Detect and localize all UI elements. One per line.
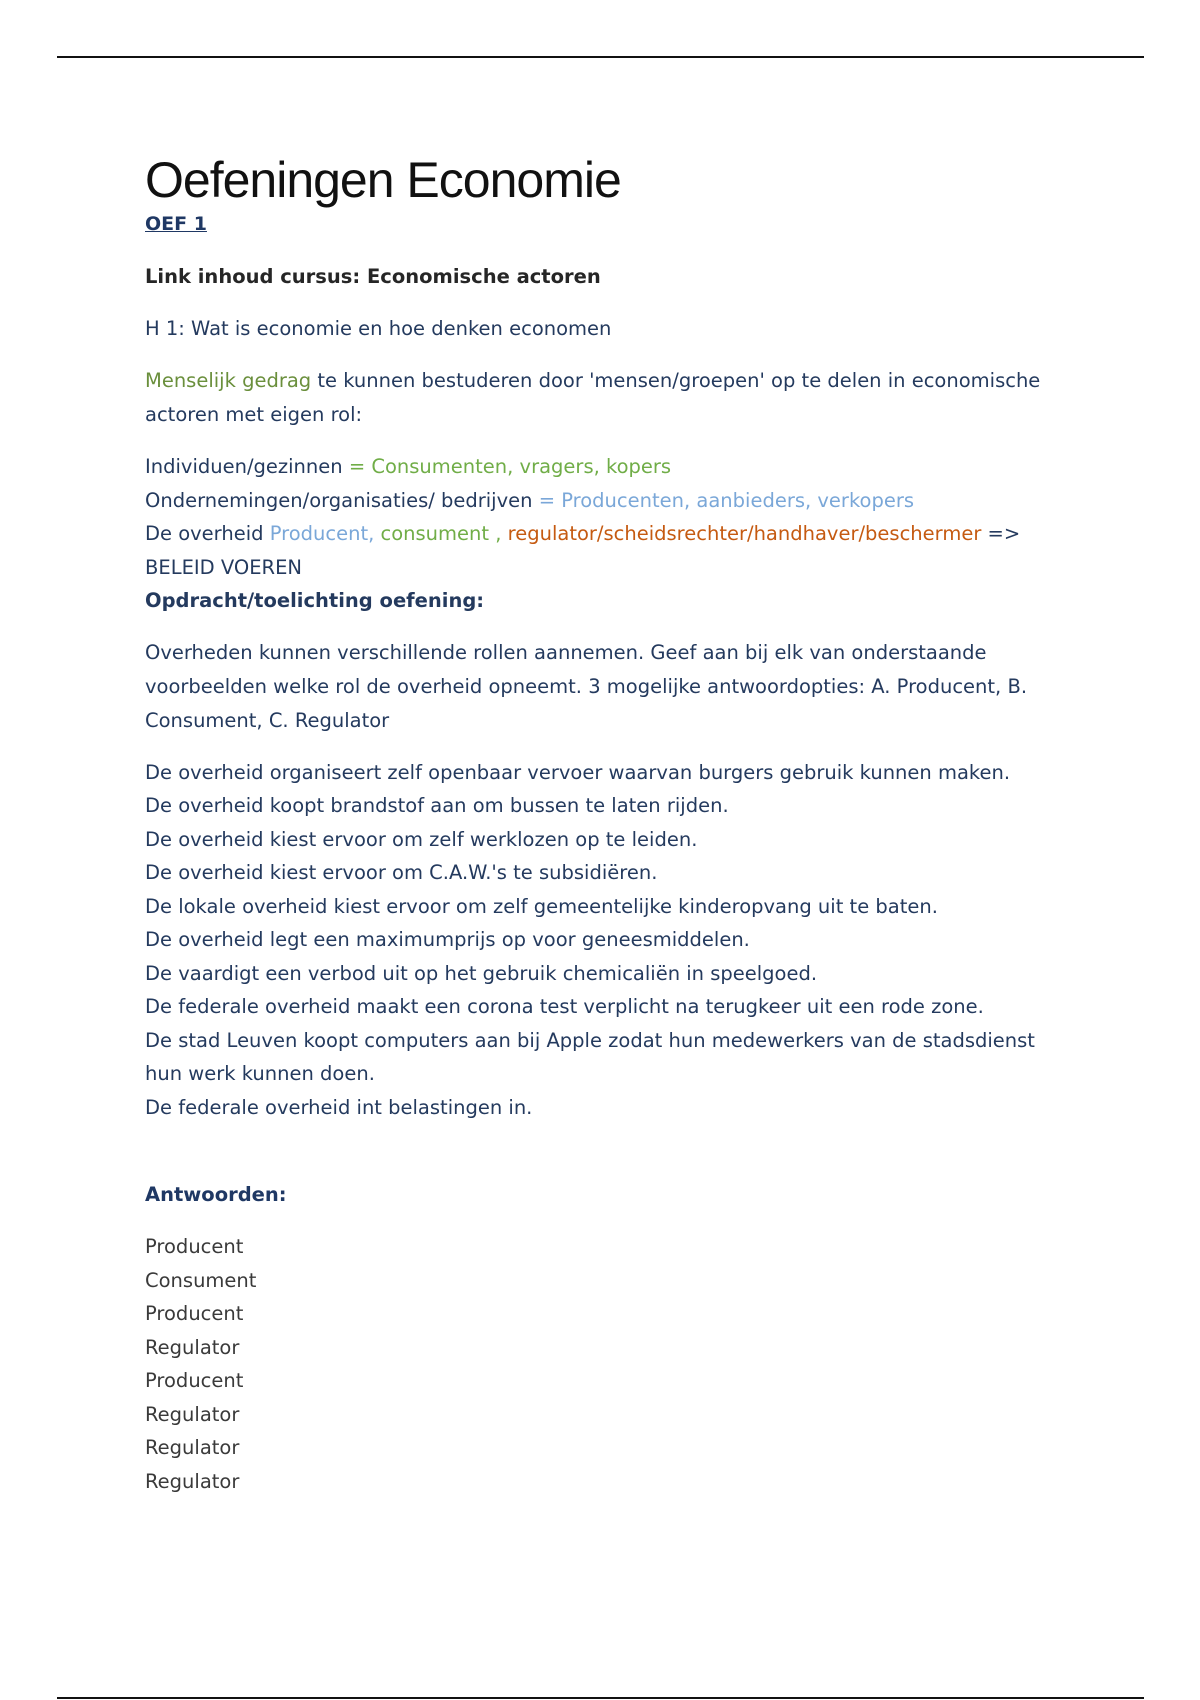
intro-rest: te kunnen bestuderen door 'mensen/groepen' op te delen in economische xyxy=(311,369,1041,392)
list-item: De lokale overheid kiest ervoor om zelf gemeentelijke kinderopvang uit te baten. xyxy=(145,894,938,918)
list-item: De stad Leuven koopt computers aan bij Apple zodat hun medewerkers van de stadsdienst xyxy=(145,1028,1035,1052)
actor-companies: Ondernemingen/organisaties/ bedrijven = Producenten, aanbieders, verkopers xyxy=(145,488,915,512)
answers-heading: Antwoorden: xyxy=(145,1183,287,1206)
government-arrow: => xyxy=(981,522,1021,545)
answer-item: Regulator xyxy=(145,1335,240,1359)
government-producer: Producent, xyxy=(269,522,375,545)
examples-list xyxy=(145,756,1075,1125)
intro-line2: actoren met eigen rol: xyxy=(145,403,363,426)
list-item: De overheid legt een maximumprijs op voor geneesmiddelen. xyxy=(145,928,750,951)
assignment-heading: Opdracht/toelichting oefening: xyxy=(145,589,485,612)
policy-line: BELEID VOEREN xyxy=(145,555,302,579)
list-item: De federale overheid maakt een corona test verplicht na terugkeer uit een rode zone. xyxy=(145,995,984,1018)
government-regulator: regulator/scheidsrechter/handhaver/beschermer xyxy=(507,522,982,545)
list-item: De overheid organiseert zelf openbaar vervoer waarvan burgers gebruik kunnen maken. xyxy=(145,760,1011,784)
answer-item: Regulator xyxy=(145,1436,240,1459)
answer-item: Producent xyxy=(145,1235,244,1258)
bottom-rule xyxy=(57,1697,1144,1699)
answers-list xyxy=(145,1230,1075,1498)
list-item: De federale overheid int belastingen in. xyxy=(145,1095,533,1119)
answer-item: Producent xyxy=(145,1369,244,1392)
answer-item: Consument xyxy=(145,1268,257,1292)
list-item: De vaardigt een verbod uit op het gebruik chemicaliën in speelgoed. xyxy=(145,961,818,985)
answer-item: Regulator xyxy=(145,1402,240,1426)
answer-item: Producent xyxy=(145,1302,244,1325)
list-item: De overheid kiest ervoor om zelf werklozen op te leiden. xyxy=(145,827,698,851)
page-title: Oefeningen Economie xyxy=(145,152,621,208)
document-body xyxy=(145,150,1075,1498)
exercise-label: OEF 1 xyxy=(145,213,207,235)
list-item: De overheid kiest ervoor om C.A.W.'s te subsidiëren. xyxy=(145,861,658,884)
list-item: hun werk kunnen doen. xyxy=(145,1062,375,1085)
list-item: De overheid koopt brandstof aan om bussen te laten rijden. xyxy=(145,794,729,817)
government-consumer: consument , xyxy=(374,522,508,545)
intro-highlight: Menselijk gedrag xyxy=(145,369,312,392)
assignment-paragraph: Overheden kunnen verschillende rollen aannemen. Geef aan bij elk van onderstaande voorbeelden welke rol de overheid opneemt. 3 mogelijke antwoordopties: A. Producent, B. Consument, C. Regulator xyxy=(145,640,1028,732)
chapter-line: H 1: Wat is economie en hoe denken economen xyxy=(145,317,612,340)
actor-government: De overheid Producent, consument , regulator/scheidsrechter/handhaver/beschermer => xyxy=(145,522,1021,545)
individuals-roles: = Consumenten, vragers, kopers xyxy=(348,455,672,478)
link-heading: Link inhoud cursus: Economische actoren xyxy=(145,265,601,288)
companies-roles: = Producenten, aanbieders, verkopers xyxy=(538,488,915,512)
answer-item: Regulator xyxy=(145,1469,240,1493)
actors-block xyxy=(145,450,1075,618)
intro-paragraph xyxy=(145,364,1075,432)
top-rule xyxy=(57,56,1144,58)
actor-individuals: Individuen/gezinnen = Consumenten, vragers, kopers xyxy=(145,455,672,478)
